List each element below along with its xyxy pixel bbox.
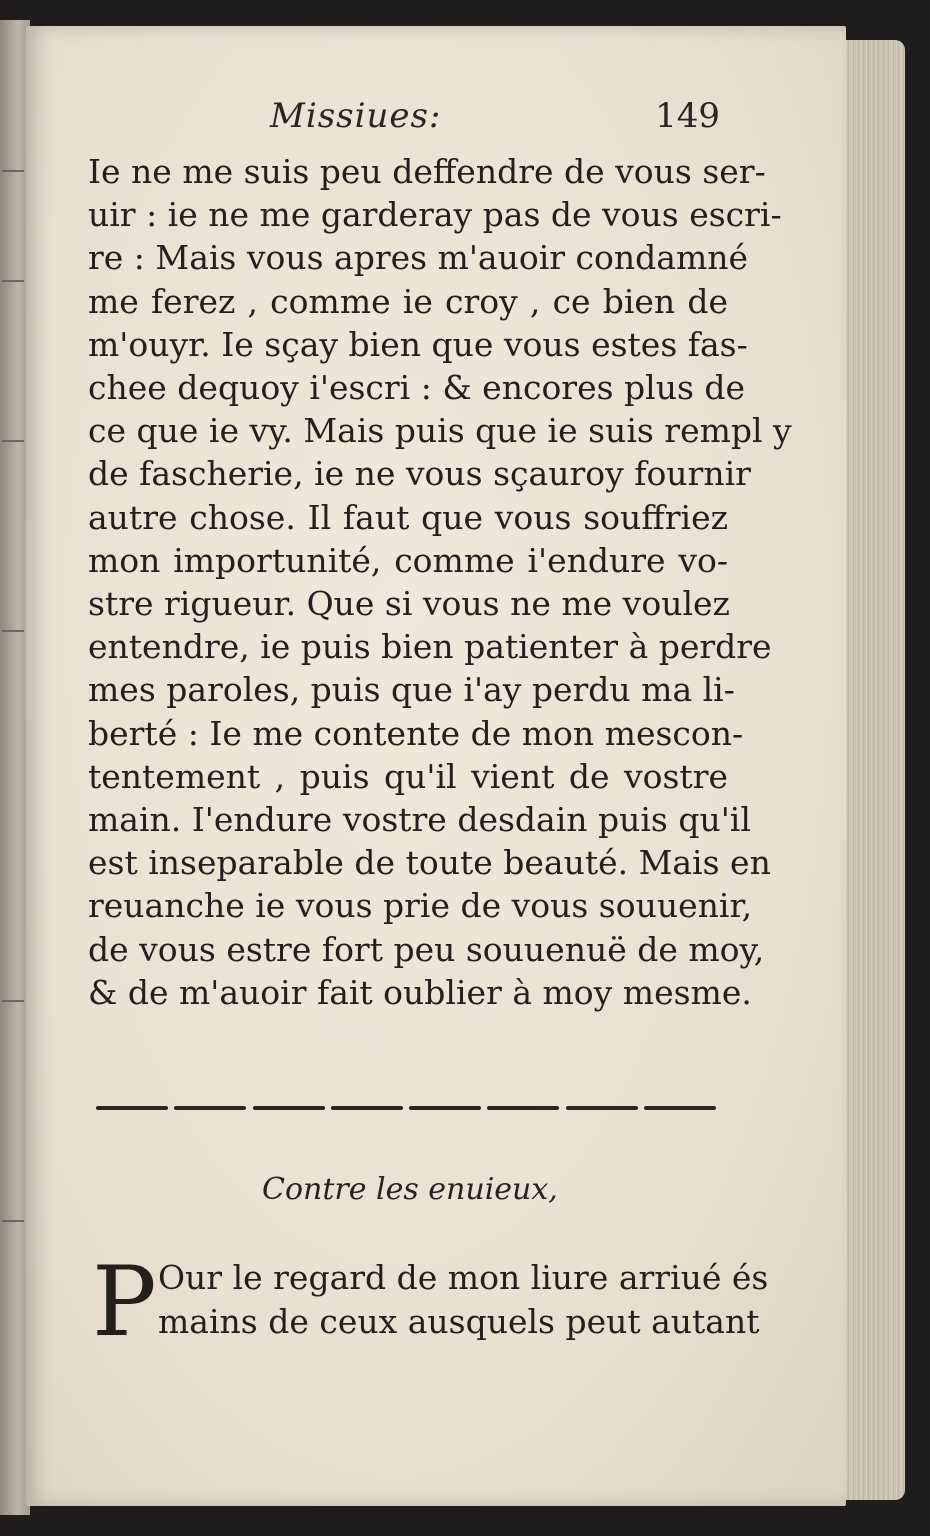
running-head: Missiues: <box>270 96 442 136</box>
text-line: mains de ceux ausquels peut autant <box>158 1302 760 1341</box>
rule-segment <box>644 1106 716 1110</box>
bleed-mark <box>2 1220 24 1222</box>
section-title: Contre les enuieux, <box>262 1172 558 1207</box>
text-line: tentement , puis qu'il vient de vostre <box>88 756 728 796</box>
text-line: est inseparable de toute beauté. Mais en <box>88 843 771 883</box>
section-divider-rule <box>96 1103 716 1113</box>
rule-segment <box>566 1106 638 1110</box>
page-number: 149 <box>655 96 720 136</box>
text-line: Ie ne me suis peu deffendre de vous ser- <box>88 152 766 191</box>
bleed-mark <box>2 170 24 172</box>
text-line: me ferez , comme ie croy , ce bien de <box>88 281 728 321</box>
text-line: & de m'auoir fait oublier à moy mesme. <box>88 972 752 1012</box>
text-line: entendre, ie puis bien patienter à perdre <box>88 627 772 667</box>
text-line: mon importunité, comme i'endure vo- <box>88 540 728 580</box>
text-line: de fascherie, ie ne vous sçauroy fournir <box>88 454 751 494</box>
rule-segment <box>409 1106 481 1110</box>
bleed-mark <box>2 280 24 282</box>
page-header <box>80 96 720 146</box>
text-line: berté : Ie me contente de mon mescon- <box>88 713 744 753</box>
rule-segment <box>96 1106 168 1110</box>
bleed-mark <box>2 630 24 632</box>
text-line: de vous estre fort peu souuenuë de moy, <box>88 929 765 969</box>
rule-segment <box>487 1106 559 1110</box>
text-line: uir : ie ne me garderay pas de vous escri- <box>88 195 782 235</box>
section-body <box>158 1256 769 1344</box>
bleed-mark <box>2 440 24 442</box>
text-line: chee dequoy i'escri : & encores plus de <box>88 368 746 408</box>
drop-cap: P <box>92 1246 157 1358</box>
text-line: mes paroles, puis que i'ay perdu ma li- <box>88 670 735 710</box>
letter-body <box>88 150 792 1014</box>
text-line: Our le regard de mon liure arriué és <box>158 1258 769 1297</box>
text-line: stre rigueur. Que si vous ne me voulez <box>88 584 730 624</box>
text-line: re : Mais vous apres m'auoir condamné <box>88 238 749 278</box>
text-line: autre chose. Il faut que vous souffriez <box>88 497 728 537</box>
rule-segment <box>253 1106 325 1110</box>
bleed-mark <box>2 1000 24 1002</box>
rule-segment <box>331 1106 403 1110</box>
text-line: ce que ie vy. Mais puis que ie suis rempl y <box>88 411 792 451</box>
text-line: m'ouyr. Ie sçay bien que vous estes fas- <box>88 324 748 364</box>
text-line: main. I'endure vostre desdain puis qu'il <box>88 800 751 840</box>
rule-segment <box>174 1106 246 1110</box>
text-line: reuanche ie vous prie de vous souuenir, <box>88 886 753 926</box>
